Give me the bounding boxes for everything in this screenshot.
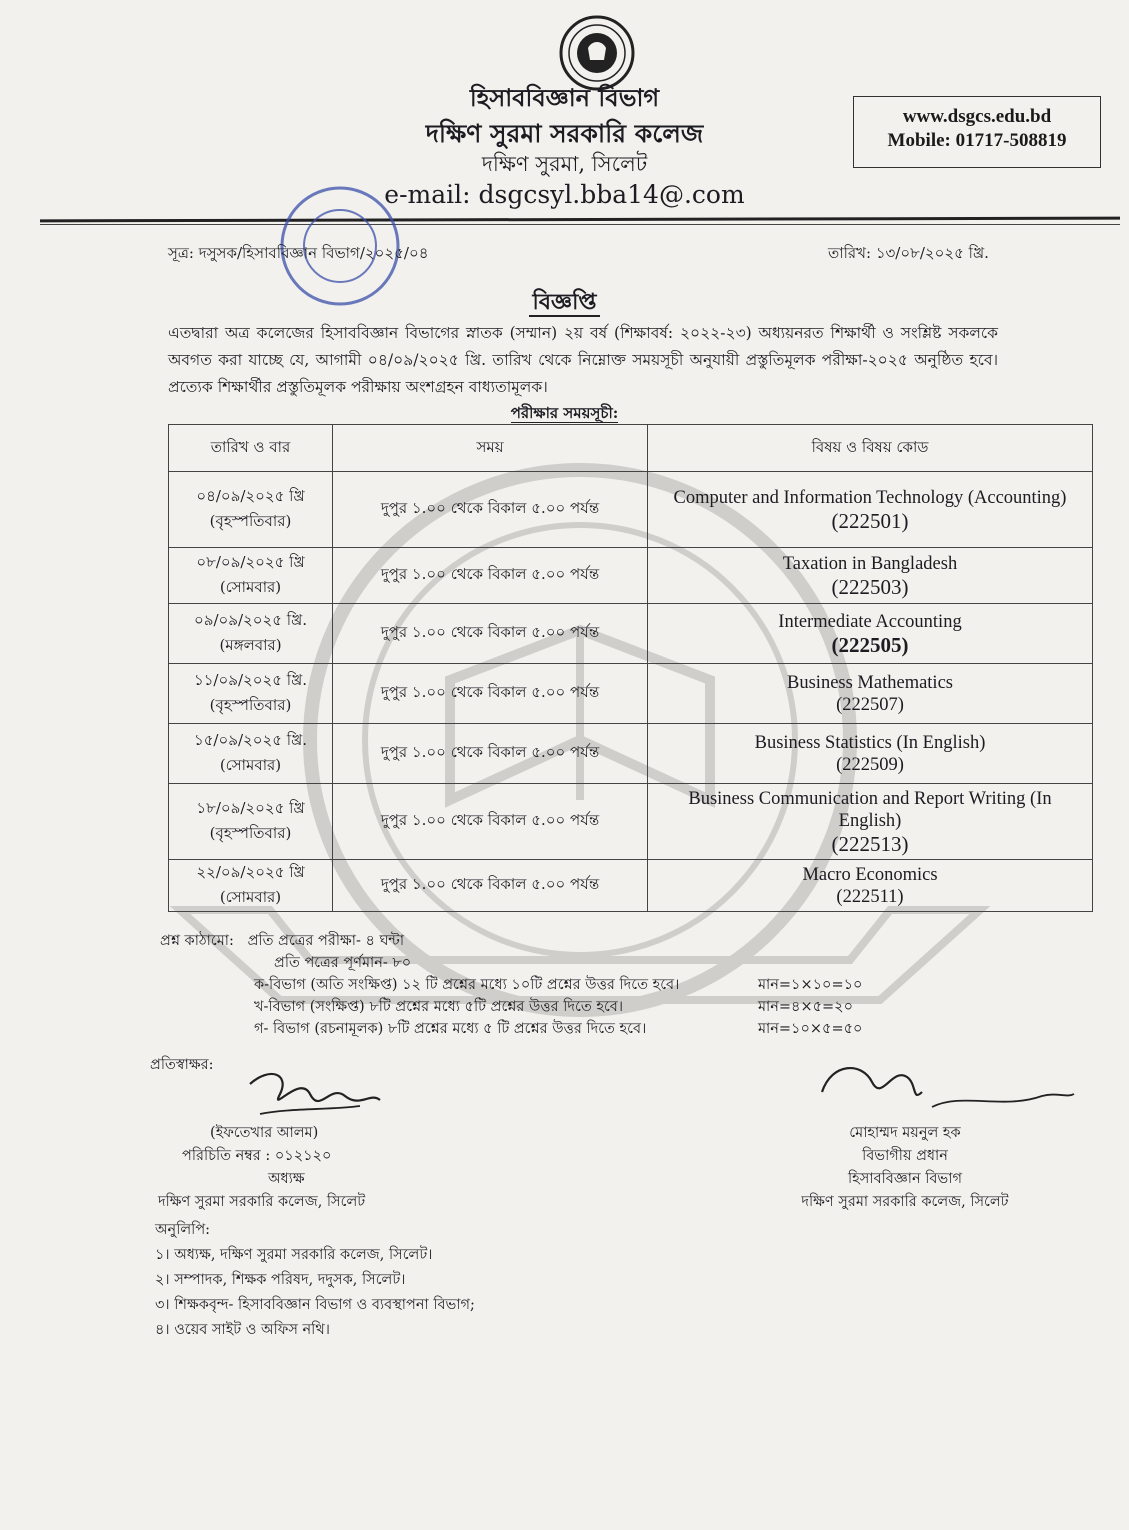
row-day: (বৃহস্পতিবার) [209,823,292,842]
row-date: ১৫/০৯/২০২৫ খ্রি. [193,730,308,749]
row-code: (222511) [836,886,904,907]
row-time: দুপুর ১.০০ থেকে বিকাল ৫.০০ পর্যন্ত [333,548,648,604]
schedule-title-text: পরীক্ষার সময়সূচী: [510,404,619,422]
structure-section-kha: খ-বিভাগ (সংক্ষিপ্ত) ৮টি প্রশ্নের মধ্যে ৫টি প্রশ্নের উত্তর দিতে হবে। [254,999,624,1015]
row-time: দুপুর ১.০০ থেকে বিকাল ৫.০০ পর্যন্ত [333,860,648,912]
notice-title-text: বিজ্ঞপ্তি [529,289,601,317]
header-rule [40,217,1120,223]
countersign-label: প্রতিস্বাক্ষর: [150,1057,214,1073]
email-address: e-mail: dsgcsyl.bba14@.com [384,180,745,209]
table-row [169,664,1093,724]
principal-signature [230,1064,400,1130]
row-day: (বৃহস্পতিবার) [209,695,292,714]
head-department: হিসাববিজ্ঞান বিভাগ [848,1171,962,1187]
row-date-cell [169,724,333,784]
row-subject-cell [648,784,1093,860]
row-subject: Business Communication and Report Writing (In English) [688,788,1052,831]
notice-date: তারিখ: ১৩/০৮/২০২৫ খ্রি. [828,244,989,262]
table-row [169,860,1093,912]
row-date: ০৪/০৯/২০২৫ খ্রি [196,486,305,505]
copy-item: ৪। ওয়েব সাইট ও অফিস নথি। [155,1322,330,1338]
table-row [169,604,1093,664]
row-time: দুপুর ১.০০ থেকে বিকাল ৫.০০ পর্যন্ত [333,724,648,784]
row-date-cell [169,604,333,664]
row-date: ১৮/০৯/২০২৫ খ্রি [196,798,305,817]
header-time: সময় [333,425,648,472]
row-date: ১১/০৯/২০২৫ খ্রি. [193,670,308,689]
row-date-cell [169,548,333,604]
table-header-row [169,425,1093,472]
principal-id: পরিচিতি নম্বর : ০১২১২০ [182,1148,332,1164]
row-date: ২২/০৯/২০২৫ খ্রি [196,862,305,881]
row-code: (222507) [836,694,904,715]
row-time: দুপুর ১.০০ থেকে বিকাল ৫.০০ পর্যন্ত [333,472,648,548]
marks-ka: মান=১×১০=১০ [758,977,863,993]
notice-title [0,285,1129,322]
row-code: (222513) [831,831,909,856]
marks-kha: মান=৪×৫=২০ [758,999,854,1015]
principal-title: অধ্যক্ষ [268,1171,305,1187]
notice-body: এতদ্বারা অত্র কলেজের হিসাববিজ্ঞান বিভাগের স্নাতক (সম্মান) ২য় বর্ষ (শিক্ষাবর্ষ: ২০২২-২৩) অধ্যয়নরত শিক্ষার্থী ও সংশ্লিষ্ট সকলকে অবগত করা যাচ্ছে যে, আগামী ০৪/০৯/২০২৫ খ্রি. তারিখ থেকে নিম্নোক্ত সময়সূচী অনুযায়ী প্রস্তুতিমূলক পরীক্ষা-২০২৫ অনুষ্ঠিত হবে। প্রত্যেক শিক্ষার্থীর প্রস্তুতিমূলক পরীক্ষায় অংশগ্রহন বাধ্যতামূলক। [168,324,998,396]
row-date-cell [169,784,333,860]
copies-list [155,1218,475,1343]
row-subject-cell [648,724,1093,784]
head-signature [812,1052,1082,1124]
header-date: তারিখ ও বার [169,425,333,472]
structure-full-marks: প্রতি পত্রের পূর্ণমান- ৮০ [274,955,412,971]
website-url: www.dsgcs.edu.bd [902,106,1052,127]
copy-item: ৩। শিক্ষকবৃন্দ- হিসাববিজ্ঞান বিভাগ ও ব্যবস্থাপনা বিভাগ; [155,1297,475,1313]
table-row [169,784,1093,860]
row-date: ০৮/০৯/২০২৫ খ্রি [196,552,305,571]
head-college: দক্ষিণ সুরমা সরকারি কলেজ, সিলেট [801,1194,1009,1210]
department-title: হিসাববিজ্ঞান বিভাগ [469,83,660,112]
structure-label: প্রশ্ন কাঠামো: [160,933,234,949]
row-subject: Business Statistics (In English) [754,732,986,753]
structure-section-ga: গ- বিভাগ (রচনামূলক) ৮টি প্রশ্নের মধ্যে ৫ টি প্রশ্নের উত্তর দিতে হবে। [254,1021,647,1037]
row-day: (সোমবার) [219,755,282,774]
row-code: (222503) [831,574,909,599]
marks-ga: মান=১০×৫=৫০ [758,1021,863,1037]
row-day: (সোমবার) [219,887,282,906]
table-row [169,724,1093,784]
row-subject: Computer and Information Technology (Accounting) [673,487,1067,508]
head-title: বিভাগীয় প্রধান [862,1148,948,1164]
exam-schedule-table [168,424,1093,912]
row-day: (সোমবার) [219,577,282,596]
row-subject: Macro Economics [802,864,938,885]
row-date-cell [169,860,333,912]
college-location: দক্ষিণ সুরমা, সিলেট [481,152,648,176]
mobile-number: Mobile: 01717-508819 [887,130,1067,151]
row-date-cell [169,472,333,548]
row-subject-cell [648,664,1093,724]
row-subject-cell [648,604,1093,664]
row-subject-cell [648,860,1093,912]
principal-name: (ইফতেখার আলম) [210,1125,319,1141]
copies-label: অনুলিপি: [155,1222,211,1238]
row-time: দুপুর ১.০০ থেকে বিকাল ৫.০০ পর্যন্ত [333,664,648,724]
contact-box [853,96,1101,168]
row-subject-cell [648,548,1093,604]
row-date-cell [169,664,333,724]
copy-item: ২। সম্পাদক, শিক্ষক পরিষদ, দদুসক, সিলেট। [155,1272,406,1288]
head-name: মোহাম্মদ ময়নুল হক [849,1125,961,1141]
row-code: (222505) [831,632,909,657]
row-code: (222509) [836,754,904,775]
college-name: দক্ষিণ সুরমা সরকারি কলেজ [425,119,704,148]
row-code: (222501) [831,508,909,533]
structure-duration: প্রতি প্রত্রের পরীক্ষা- ৪ ঘন্টা [247,933,405,949]
row-day: (বৃহস্পতিবার) [209,511,292,530]
reference-number: সূত্র: দসুসক/হিসাববিজ্ঞান বিভাগ/২০২৫/০৪ [168,244,429,262]
row-subject: Intermediate Accounting [778,611,962,632]
table-row [169,548,1093,604]
row-subject: Business Mathematics [787,672,953,693]
header-rule-thin [40,224,1120,225]
row-day: (মঙ্গলবার) [219,635,282,654]
row-date: ০৯/০৯/২০২৫ খ্রি. [193,610,308,629]
structure-section-ka: ক-বিভাগ (অতি সংক্ষিপ্ত) ১২ টি প্রশ্নের মধ্যে ১০টি প্রশ্নের উত্তর দিতে হবে। [254,977,680,993]
header-subject: বিষয় ও বিষয় কোড [648,425,1093,472]
principal-college: দক্ষিণ সুরমা সরকারি কলেজ, সিলেট [158,1194,366,1210]
table-row [169,472,1093,548]
row-time: দুপুর ১.০০ থেকে বিকাল ৫.০০ পর্যন্ত [333,604,648,664]
row-time: দুপুর ১.০০ থেকে বিকাল ৫.০০ পর্যন্ত [333,784,648,860]
row-subject-cell [648,472,1093,548]
copy-item: ১। অধ্যক্ষ, দক্ষিণ সুরমা সরকারি কলেজ, সিলেট। [155,1247,433,1263]
row-subject: Taxation in Bangladesh [782,553,958,574]
